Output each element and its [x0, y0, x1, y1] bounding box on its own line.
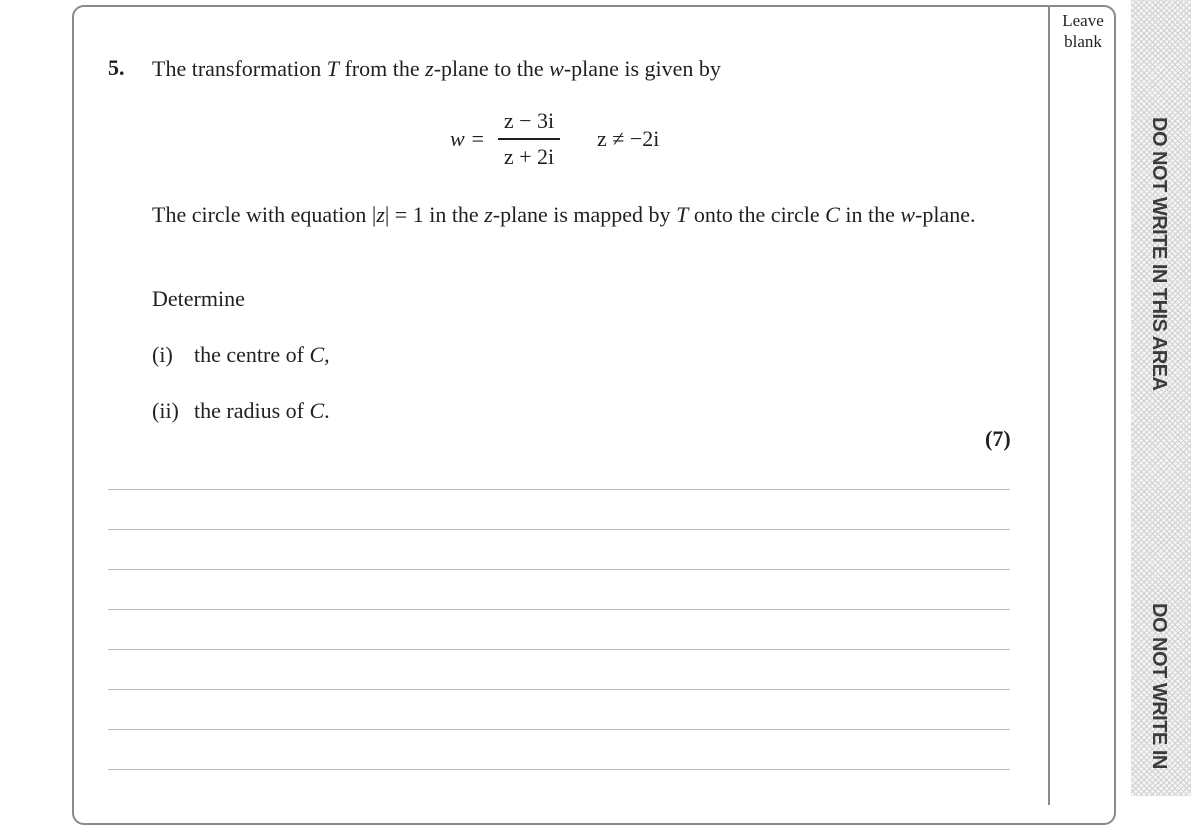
question-intro: The transformation T from the z-plane to the w-plane is given by: [152, 56, 721, 81]
answer-line[interactable]: [108, 689, 1010, 690]
answer-line[interactable]: [108, 529, 1010, 530]
answer-line[interactable]: [108, 609, 1010, 610]
margin-warning-bottom: DO NOT WRITE IN: [1148, 603, 1170, 769]
leave-blank-label: Leave blank: [1062, 11, 1104, 51]
equation-condition: z ≠ −2i: [597, 126, 660, 151]
fraction-numerator: z − 3i: [503, 108, 555, 133]
margin-warning-top: DO NOT WRITE IN THIS AREA: [1148, 117, 1170, 391]
question-number: 5.: [108, 55, 125, 80]
part-i: (i) the centre of C,: [152, 342, 330, 367]
determine-label: Determine: [152, 286, 245, 311]
fraction-bar: [498, 138, 560, 140]
equation-fraction: [496, 106, 562, 172]
answer-line[interactable]: [108, 489, 1010, 490]
answer-line[interactable]: [108, 769, 1010, 770]
question-body: The circle with equation |z| = 1 in the z-plane is mapped by T onto the circle C in the w-plane.: [152, 202, 976, 227]
answer-line[interactable]: [108, 649, 1010, 650]
marks-label: (7): [985, 426, 1011, 451]
answer-line[interactable]: [108, 569, 1010, 570]
fraction-denominator: z + 2i: [503, 143, 555, 169]
equation-lhs: w =: [450, 126, 486, 151]
answer-line[interactable]: [108, 729, 1010, 730]
part-ii: (ii) the radius of C.: [152, 398, 330, 423]
leave-blank-divider: [1048, 5, 1050, 805]
